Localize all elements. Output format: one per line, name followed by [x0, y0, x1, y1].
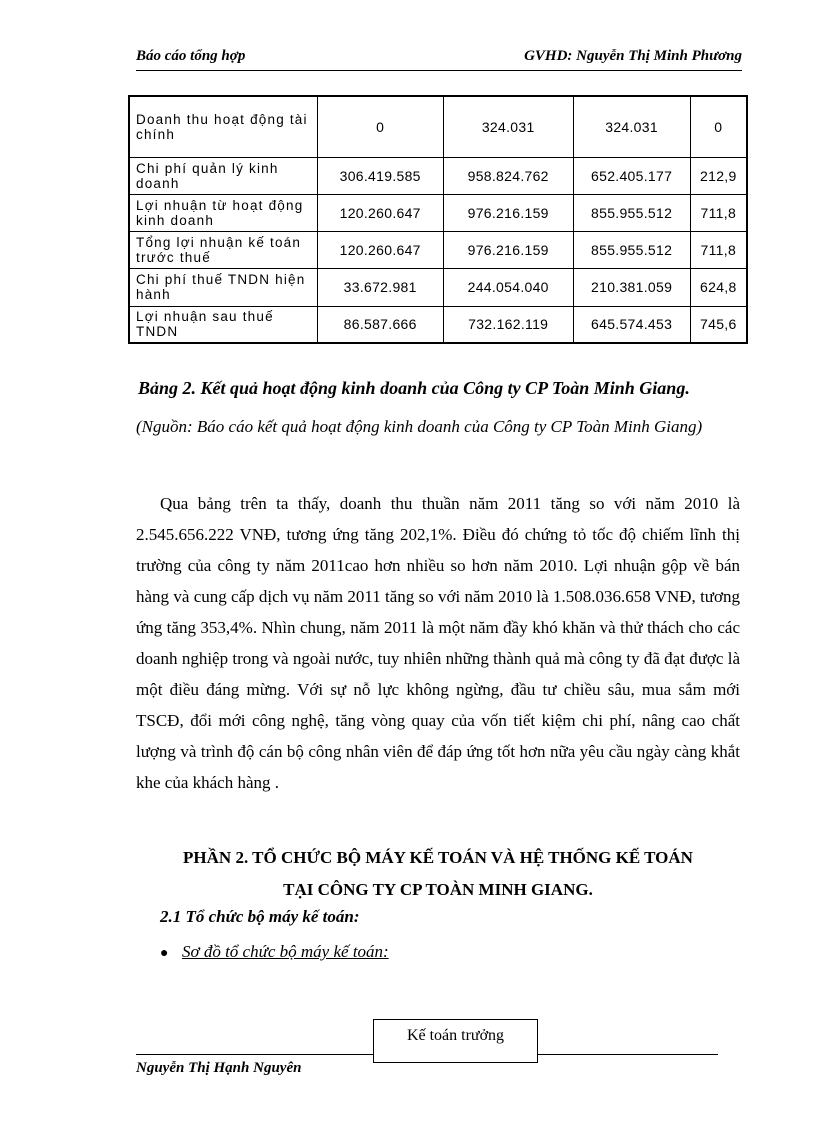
bullet-item [160, 942, 389, 962]
row-label: Lợi nhuận sau thuế TNDN [129, 306, 317, 343]
row-label: Tổng lợi nhuận kế toán trước thuế [129, 231, 317, 268]
analysis-paragraph: Qua bảng trên ta thấy, doanh thu thuần năm 2011 tăng so với năm 2010 là 2.545.656.222 VNĐ, tương ứng tăng 202,1%. Điều đó chứng tỏ tốc độ chiếm lĩnh thị trường của công ty năm 2011cao hơn nhiều so hơn năm 2010. Lợi nhuận gộp về bán hàng và cung cấp dịch vụ năm 2011 tăng so với năm 2010 là 1.508.036.658 VNĐ, tương ứng tăng 353,4%. Nhìn chung, năm 2011 là một năm đầy khó khăn và thử thách cho các doanh nghiệp trong và ngoài nước, tuy nhiên những thành quả mà công ty đã đạt được là một điều đáng mừng. Với sự nỗ lực không ngừng, đầu tư chiều sâu, mua sắm mới TSCĐ, đổi mới công nghệ, tăng vòng quay của vốn tiết kiệm chi phí, nâng cao chất lượng và trình độ cán bộ công nhân viên để đáp ứng tốt hơn nữa yêu cầu ngày càng khắt khe của khách hàng . [136, 494, 740, 792]
cell-2011: 244.054.040 [443, 268, 573, 306]
cell-percent: 624,8 [690, 268, 747, 306]
cell-2011: 324.031 [443, 96, 573, 157]
bullet-text: Sơ đồ tổ chức bộ máy kế toán: [182, 942, 389, 961]
row-label: Chi phí thuế TNDN hiện hành [129, 268, 317, 306]
cell-2010: 120.260.647 [317, 194, 443, 231]
table-source: (Nguồn: Báo cáo kết quả hoạt động kinh doanh của Công ty CP Toàn Minh Giang) [136, 417, 703, 436]
header-report-title: Báo cáo tổng hợp [136, 48, 246, 64]
section-heading-line2: TẠI CÔNG TY CP TOÀN MINH GIANG. [283, 880, 593, 899]
cell-2010: 0 [317, 96, 443, 157]
cell-percent: 0 [690, 96, 747, 157]
table-caption: Bảng 2. Kết quả hoạt động kinh doanh của Công ty CP Toàn Minh Giang. [138, 378, 690, 398]
cell-difference: 645.574.453 [573, 306, 690, 343]
page-header [136, 48, 742, 71]
subsection-title: 2.1 Tổ chức bộ máy kế toán: [160, 907, 360, 926]
cell-difference: 855.955.512 [573, 194, 690, 231]
cell-percent: 711,8 [690, 194, 747, 231]
cell-2011: 732.162.119 [443, 306, 573, 343]
section-heading-line1: PHẦN 2. TỔ CHỨC BỘ MÁY KẾ TOÁN VÀ HỆ THỐNG KẾ TOÁN [183, 848, 693, 867]
cell-percent: 745,6 [690, 306, 747, 343]
table-row [129, 194, 747, 231]
cell-2011: 976.216.159 [443, 231, 573, 268]
footer-author: Nguyễn Thị Hạnh Nguyên [136, 1060, 302, 1076]
table-row [129, 96, 747, 157]
cell-2011: 958.824.762 [443, 157, 573, 194]
cell-2010: 33.672.981 [317, 268, 443, 306]
table-row [129, 157, 747, 194]
cell-2010: 86.587.666 [317, 306, 443, 343]
table-row [129, 231, 747, 268]
header-supervisor: GVHD: Nguyễn Thị Minh Phương [524, 48, 742, 64]
org-chart-box-chief-accountant: Kế toán trưởng [373, 1019, 538, 1063]
cell-2010: 120.260.647 [317, 231, 443, 268]
row-label: Doanh thu hoạt động tài chính [129, 96, 317, 157]
cell-2011: 976.216.159 [443, 194, 573, 231]
results-table [128, 95, 748, 344]
row-label: Lợi nhuận từ hoạt động kinh doanh [129, 194, 317, 231]
cell-difference: 210.381.059 [573, 268, 690, 306]
cell-percent: 711,8 [690, 231, 747, 268]
row-label: Chi phí quản lý kinh doanh [129, 157, 317, 194]
bullet-dot-icon: ● [160, 946, 169, 961]
cell-2010: 306.419.585 [317, 157, 443, 194]
table-row [129, 306, 747, 343]
cell-difference: 652.405.177 [573, 157, 690, 194]
cell-difference: 324.031 [573, 96, 690, 157]
table-row [129, 268, 747, 306]
cell-difference: 855.955.512 [573, 231, 690, 268]
section-heading [136, 842, 740, 906]
cell-percent: 212,9 [690, 157, 747, 194]
